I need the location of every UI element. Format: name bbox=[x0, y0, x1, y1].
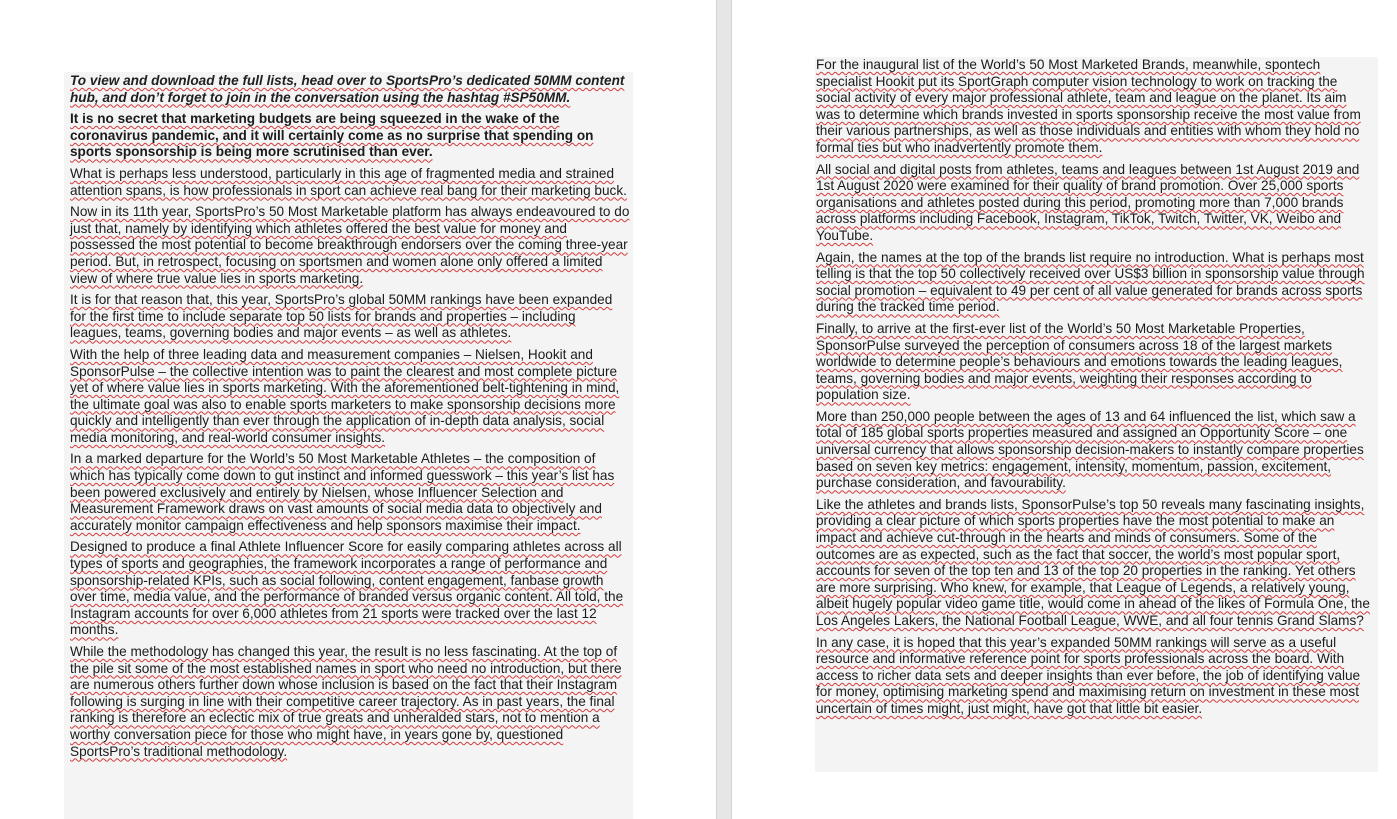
body-paragraph[interactable]: While the methodology has changed this year, the result is no less fascinating. At the top of the pile sit some of the most established names in sport who need no introduction, but there are numerous others further down whose inclusion is based on the fact that their Instagram following is surging in line with their competitive career trajectory. As in past years, the final ranking is therefore an eclectic mix of true greats and unheralded stars, not to mention a worthy conversation piece for those who might have, in years gone by, questioned SportsPro’s traditional methodology. bbox=[70, 644, 622, 759]
body-paragraph[interactable]: In a marked departure for the World’s 50 Most Marketable Athletes – the composition of which has typically come down to gut instinct and informed guesswork – this year’s list has been powered exclusively and entirely by Nielsen, whose Influencer Selection and Measurement Framework draws on vast amounts of social media data to objectively and accurately monitor campaign effectiveness and help sponsors maximise their impact. bbox=[70, 451, 615, 533]
text-selection-left[interactable] bbox=[64, 72, 633, 819]
body-paragraph[interactable]: For the inaugural list of the World’s 50 Most Marketed Brands, meanwhile, spontech specialist Hookit put its SportGraph computer vision technology to work on tracking the social activity of every major professional athlete, team and league on the planet. Its aim was to determine which brands invested in sports sponsorship receive the most value from their various partnerships, as well as those individuals and entities with whom they hold no formal ties but who inadvertently promote them. bbox=[816, 57, 1361, 155]
body-paragraph[interactable]: Like the athletes and brands lists, SponsorPulse’s top 50 reveals many fascinating insights, providing a clear picture of which sports properties have the most potential to make an impact and achieve cut-through in the hearts and minds of consumers. Some of the outcomes are as expected, such as the fact that soccer, the world’s most popular sport, accounts for seven of the top ten and 13 of the top 20 properties in the ranking. Yet others are more surprising. Who knew, for example, that League of Legends, a relatively young, albeit hugely popular video game title, would come in ahead of the likes of Formula One, the Los Angeles Lakers, the National Football League, WWE, and all four tennis Grand Slams? bbox=[816, 496, 1370, 628]
body-paragraph[interactable]: More than 250,000 people between the ages of 13 and 64 influenced the list, which saw a total of 185 global sports properties measured and assigned an Opportunity Score – one universal currency that allows sponsorship decision-makers to instantly compare properties based on seven key metrics: engagement, intensity, momentum, passion, excitement, purchase consideration, and favourability. bbox=[816, 408, 1364, 491]
body-paragraph[interactable]: Now in its 11th year, SportsPro’s 50 Most Marketable platform has always endeavoured to do just that, namely by identifying which athletes offered the best value for money and possessed the most potential to become breakthrough endorsers over the coming three-year period. But, in retrospect, focusing on sportsmen and women alone only offered a limited view of where true value lies in sports marketing. bbox=[70, 204, 630, 286]
body-paragraph[interactable]: With the help of three leading data and measurement companies – Nielsen, Hookit and SponsorPulse – the collective intention was to paint the clearest and most complete picture yet of where value lies in sports marketing. With the aforementioned belt-tightening in mind, the ultimate goal was also to enable sports marketers to make sponsorship decisions more quickly and intelligently than ever through the application of in-depth data analysis, social media monitoring, and real-world consumer insights. bbox=[70, 346, 620, 445]
body-paragraph[interactable]: Again, the names at the top of the brands list require no introduction. What is perhaps most telling is that the top 50 collectively received over US$3 billion in sponsorship value through social promotion – equivalent to 49 per cent of all value generated for brands across sports during the tracked time period. bbox=[816, 249, 1365, 315]
body-paragraph[interactable]: It is for that reason that, this year, SportsPro’s global 50MM rankings have been expanded for the first time to include separate top 50 lists for brands and properties – including leagues, teams, governing bodies and major events – as well as athletes. bbox=[70, 292, 613, 341]
text-selection-right[interactable] bbox=[815, 57, 1378, 772]
body-paragraph[interactable]: In any case, it is hoped that this year’s expanded 50MM rankings will serve as a useful resource and informative reference point for sports professionals across the board. With access to richer data sets and deeper insights than ever before, the job of identifying value for money, optimising marketing spend and maximising return on investment in these most uncertain of times might, just might, have got that little bit easier. bbox=[816, 634, 1361, 716]
body-paragraph[interactable]: What is perhaps less understood, particularly in this age of fragmented media and strained attention spans, is how professionals in sport can achieve real bang for their marketing buck. bbox=[70, 165, 627, 198]
body-paragraph[interactable]: Finally, to arrive at the first-ever list of the World’s 50 Most Marketable Properties, SponsorPulse surveyed the perception of consumers across 18 of the largest markets worldwide to determine people’s behaviours and emotions towards the leading leagues, teams, governing bodies and major events, weighting their responses according to population size. bbox=[816, 320, 1343, 403]
body-paragraph[interactable]: Designed to produce a final Athlete Influencer Score for easily comparing athletes across all types of sports and geographies, the framework incorporates a range of performance and sponsorship-related KPIs, such as social following, content engagement, fanbase growth over time, media value, and the performance of branded versus organic content. All told, the Instagram accounts for over 6,000 athletes from 21 sports were tracked over the last 12 months. bbox=[70, 539, 624, 638]
page-gutter bbox=[716, 0, 732, 819]
body-paragraph[interactable]: All social and digital posts from athletes, teams and leagues between 1st August 2019 and 1st August 2020 were examined for their quality of brand promotion. Over 25,000 sports organisations and athletes posted during this period, promoting more than 7,000 brands across platforms including Facebook, Instagram, TikTok, Twitch, Twitter, VK, Weibo and YouTube. bbox=[816, 161, 1360, 243]
intro-paragraph[interactable]: It is no secret that marketing budgets are being squeezed in the wake of the coronavirus pandemic, and it will certainly come as no surprise that spending on sports sponsorship is being more scrutinised than ever. bbox=[70, 111, 594, 160]
lead-paragraph[interactable]: To view and download the full lists, head over to SportsPro’s dedicated 50MM content hub, and don’t forget to join in the conversation using the hashtag #SP50MM. bbox=[70, 73, 625, 105]
